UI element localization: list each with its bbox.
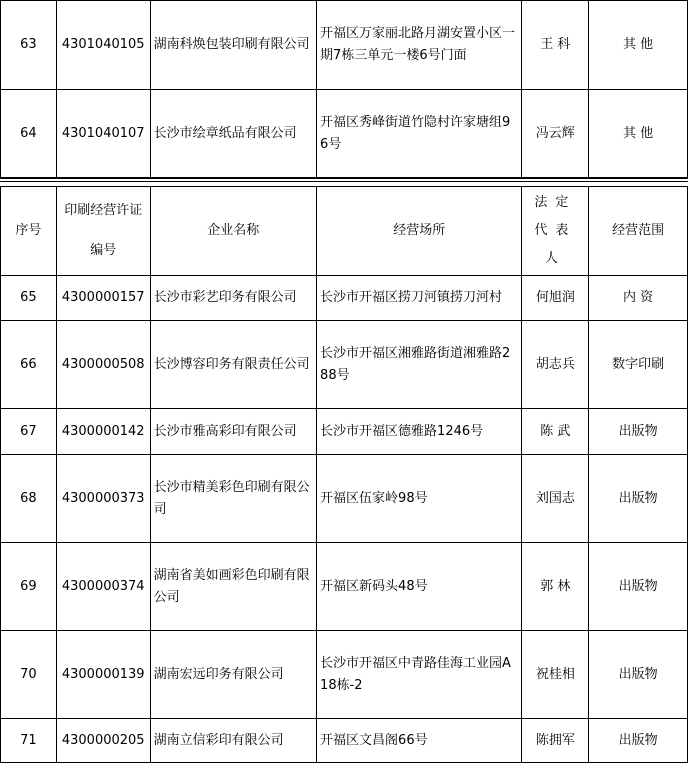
row-number: 64 <box>1 90 57 178</box>
table-row <box>1 455 688 543</box>
company-name: 湖南科焕包装印刷有限公司 <box>150 1 316 90</box>
company-name: 湖南立信彩印有限公司 <box>150 719 316 763</box>
top-table-fragment <box>0 0 688 178</box>
company-name: 长沙市雅高彩印有限公司 <box>150 409 316 455</box>
business-scope: 数字印刷 <box>589 321 688 409</box>
business-scope: 出版物 <box>589 719 688 763</box>
company-name: 长沙市彩艺印务有限公司 <box>150 276 316 321</box>
row-number: 67 <box>1 409 57 455</box>
business-scope: 其 他 <box>589 1 688 90</box>
row-number: 69 <box>1 543 57 631</box>
table-row <box>1 321 688 409</box>
page-separator <box>0 178 688 182</box>
row-number: 71 <box>1 719 57 763</box>
row-number: 66 <box>1 321 57 409</box>
legal-representative: 陈 武 <box>522 409 589 455</box>
license-number: 4300000373 <box>56 455 150 543</box>
row-number: 68 <box>1 455 57 543</box>
company-name: 长沙博容印务有限责任公司 <box>150 321 316 409</box>
company-name: 湖南省美如画彩色印刷有限公司 <box>150 543 316 631</box>
table-row <box>1 90 688 178</box>
enterprise-table <box>0 186 688 763</box>
header-scope: 经营范围 <box>589 187 688 276</box>
header-address: 经营场所 <box>317 187 522 276</box>
license-number: 4301040105 <box>56 1 150 90</box>
license-number: 4300000157 <box>56 276 150 321</box>
table-row <box>1 543 688 631</box>
header-no: 序号 <box>1 187 57 276</box>
table-row <box>1 631 688 719</box>
business-scope: 出版物 <box>589 631 688 719</box>
legal-representative: 王 科 <box>522 1 589 90</box>
business-address: 长沙市开福区中青路佳海工业园A18栋-2 <box>317 631 522 719</box>
license-number: 4300000139 <box>56 631 150 719</box>
business-address: 长沙市开福区捞刀河镇捞刀河村 <box>317 276 522 321</box>
license-number: 4300000508 <box>56 321 150 409</box>
business-address: 开福区万家丽北路月湖安置小区一期7栋三单元一楼6号门面 <box>317 1 522 90</box>
business-scope: 其 他 <box>589 90 688 178</box>
table-row <box>1 1 688 90</box>
business-address: 长沙市开福区德雅路1246号 <box>317 409 522 455</box>
business-scope: 出版物 <box>589 455 688 543</box>
table-row <box>1 276 688 321</box>
legal-representative: 何旭润 <box>522 276 589 321</box>
legal-representative: 陈拥军 <box>522 719 589 763</box>
legal-representative: 刘国志 <box>522 455 589 543</box>
table-row <box>1 409 688 455</box>
business-address: 长沙市开福区湘雅路街道湘雅路288号 <box>317 321 522 409</box>
legal-representative: 郭 林 <box>522 543 589 631</box>
license-number: 4300000142 <box>56 409 150 455</box>
company-name: 长沙市绘章纸品有限公司 <box>150 90 316 178</box>
header-name: 企业名称 <box>150 187 316 276</box>
business-address: 开福区伍家岭98号 <box>317 455 522 543</box>
table-header-row <box>1 187 688 276</box>
business-address: 开福区新码头48号 <box>317 543 522 631</box>
header-rep: 法定代表人 <box>522 187 589 276</box>
company-name: 长沙市精美彩色印刷有限公司 <box>150 455 316 543</box>
business-scope: 出版物 <box>589 543 688 631</box>
legal-representative: 胡志兵 <box>522 321 589 409</box>
license-number: 4300000374 <box>56 543 150 631</box>
row-number: 65 <box>1 276 57 321</box>
legal-representative: 冯云辉 <box>522 90 589 178</box>
header-license: 印刷经营许证编号 <box>56 187 150 276</box>
business-address: 开福区文昌阁66号 <box>317 719 522 763</box>
license-number: 4300000205 <box>56 719 150 763</box>
business-scope: 内 资 <box>589 276 688 321</box>
row-number: 63 <box>1 1 57 90</box>
legal-representative: 祝桂相 <box>522 631 589 719</box>
license-number: 4301040107 <box>56 90 150 178</box>
company-name: 湖南宏远印务有限公司 <box>150 631 316 719</box>
business-scope: 出版物 <box>589 409 688 455</box>
table-row <box>1 719 688 763</box>
business-address: 开福区秀峰街道竹隐村许家塘组96号 <box>317 90 522 178</box>
row-number: 70 <box>1 631 57 719</box>
